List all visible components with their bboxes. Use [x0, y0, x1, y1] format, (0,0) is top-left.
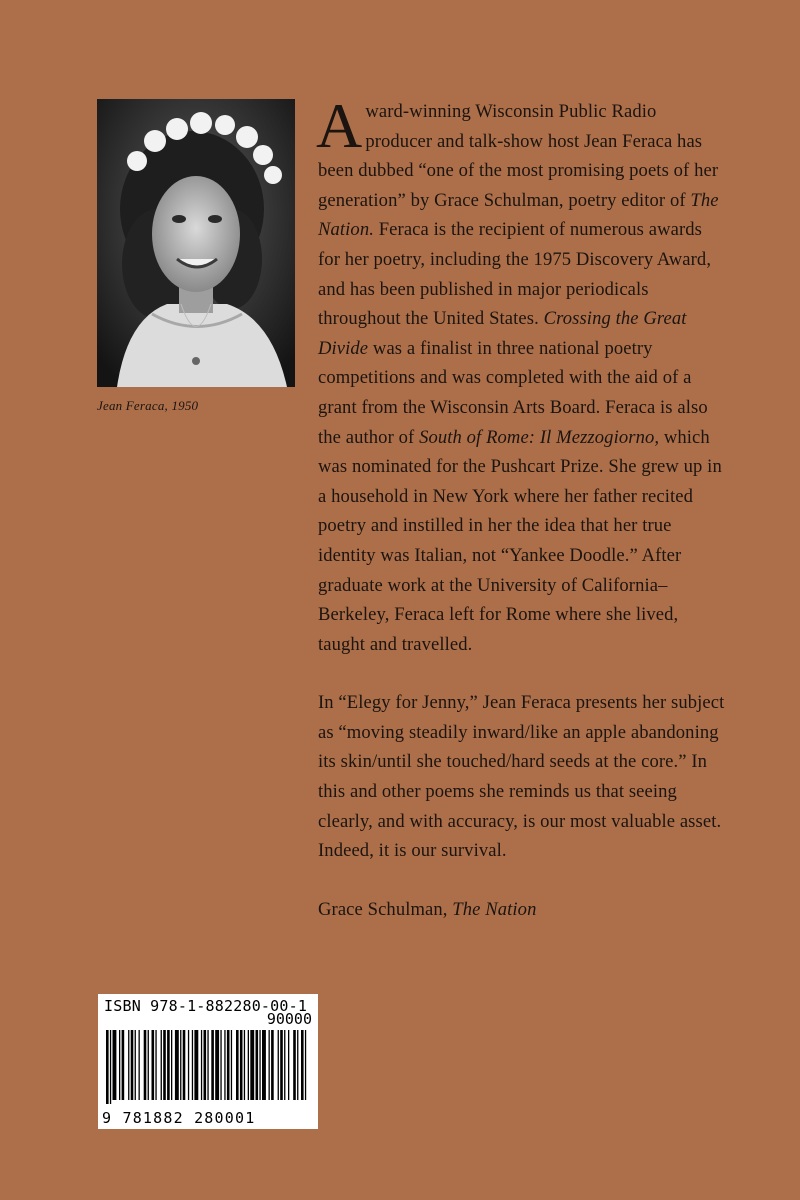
barcode-bar — [171, 1030, 172, 1100]
drop-cap: A — [316, 90, 363, 161]
barcode-bar — [269, 1030, 270, 1100]
barcode-bar — [122, 1030, 125, 1100]
barcode-bar — [280, 1030, 283, 1100]
barcode-bar — [236, 1030, 239, 1100]
author-photo-illustration — [97, 99, 295, 387]
caption-year: 1950 — [171, 398, 199, 413]
price-addon-code: 90000 — [266, 1010, 312, 1028]
barcode-bar — [278, 1030, 279, 1100]
barcode-bar — [227, 1030, 230, 1100]
barcode-bar — [207, 1030, 208, 1100]
barcode-bar — [113, 1030, 117, 1100]
barcode-bar — [183, 1030, 186, 1100]
barcode-bar — [163, 1030, 166, 1100]
isbn-barcode — [98, 994, 318, 1129]
barcode-bar — [293, 1030, 296, 1100]
text-run: In “Elegy for Jenny,” Jean Feraca presents her subject as “moving steadily inward/like an apple abandoning its skin/until she touched/hard seeds at the core.” In this and other poems she reminds us that seeing clearly, and with accuracy, is our most valuable asset. Indeed, it is our survival. — [318, 692, 725, 862]
barcode-bar — [305, 1030, 306, 1100]
barcode-bar — [128, 1030, 129, 1100]
barcode-bar — [167, 1030, 170, 1100]
barcode-bar — [271, 1030, 274, 1100]
text-run: was a finalist in three national poetry competitions and was completed with the aid of a grant from the Wisconsin Arts Board. Feraca is also the author of — [318, 337, 708, 448]
bio-text — [316, 90, 728, 924]
barcode-bar — [259, 1030, 260, 1100]
attribution — [318, 895, 728, 925]
barcode-bar — [284, 1030, 285, 1100]
barcode-bar — [250, 1030, 254, 1100]
text-run: The Nation — [452, 898, 537, 920]
barcode-bar — [256, 1030, 259, 1100]
photo-caption — [97, 398, 198, 414]
barcode-bar — [139, 1030, 140, 1100]
barcode-bar — [215, 1030, 219, 1100]
caption-name: Jean Feraca, — [97, 398, 168, 413]
author-photo — [97, 99, 295, 387]
barcode-digits: 9 781882 280001 — [102, 1109, 256, 1127]
barcode-bar — [231, 1030, 232, 1100]
barcode-bar — [244, 1030, 245, 1100]
barcode-bar — [106, 1030, 109, 1104]
barcode-bar — [211, 1030, 214, 1100]
barcode-bar — [119, 1030, 120, 1100]
barcode-bar — [131, 1030, 134, 1100]
barcode-bar — [201, 1030, 202, 1100]
barcode-bar — [194, 1030, 198, 1100]
barcode-bar — [220, 1030, 221, 1100]
barcode-bar — [180, 1030, 181, 1100]
barcode-bar — [161, 1030, 162, 1100]
barcode-bar — [297, 1030, 298, 1100]
barcode-bars — [106, 1030, 310, 1104]
text-run: South of Rome: Il Mezzogiorno, — [419, 426, 660, 448]
text-run: ward-winning Wisconsin Public Radio producer and talk-show host Jean Feraca has been dubbed “one of the most promising poets of her generation” by Grace Schulman, poetry editor of — [318, 101, 719, 211]
text-run: Grace Schulman, — [318, 898, 453, 920]
barcode-bar — [262, 1030, 266, 1100]
barcode-bar — [224, 1030, 225, 1100]
text-run: Crossing the Great Divide — [318, 308, 687, 359]
barcode-bar — [148, 1030, 149, 1100]
bio-paragraph-1 — [316, 90, 728, 659]
text-run: which was nominated for the Pushcart Prize. She grew up in a household in New York where her father recited poetry and instilled in her the idea that her true identity was Italian, not “Yankee Doodle.” After graduate work at the University of California–Berkeley, Feraca left for Rome where she lived, taught and travelled. — [318, 426, 722, 655]
bio-paragraph-2 — [318, 688, 728, 866]
barcode-bar — [144, 1030, 147, 1100]
barcode-bar — [301, 1030, 304, 1100]
isbn-label: ISBN 978-1-882280-00-1 — [104, 997, 308, 1015]
barcode-bar — [288, 1030, 289, 1100]
barcode-bar — [240, 1030, 243, 1100]
barcode-bar — [204, 1030, 207, 1100]
barcode-bar — [110, 1030, 111, 1104]
barcode-bar — [248, 1030, 249, 1100]
barcode-bar — [175, 1030, 179, 1100]
barcode-bar — [192, 1030, 193, 1100]
text-run: Feraca is the recipient of numerous awards for her poetry, including the 1975 Discovery Award, and has been published in major periodicals throughout the United States. — [318, 219, 712, 330]
barcode-bar — [188, 1030, 189, 1100]
barcode-bar — [135, 1030, 136, 1100]
barcode-bar — [152, 1030, 155, 1100]
barcode-bar — [155, 1030, 156, 1100]
text-run: The Nation. — [318, 189, 719, 241]
